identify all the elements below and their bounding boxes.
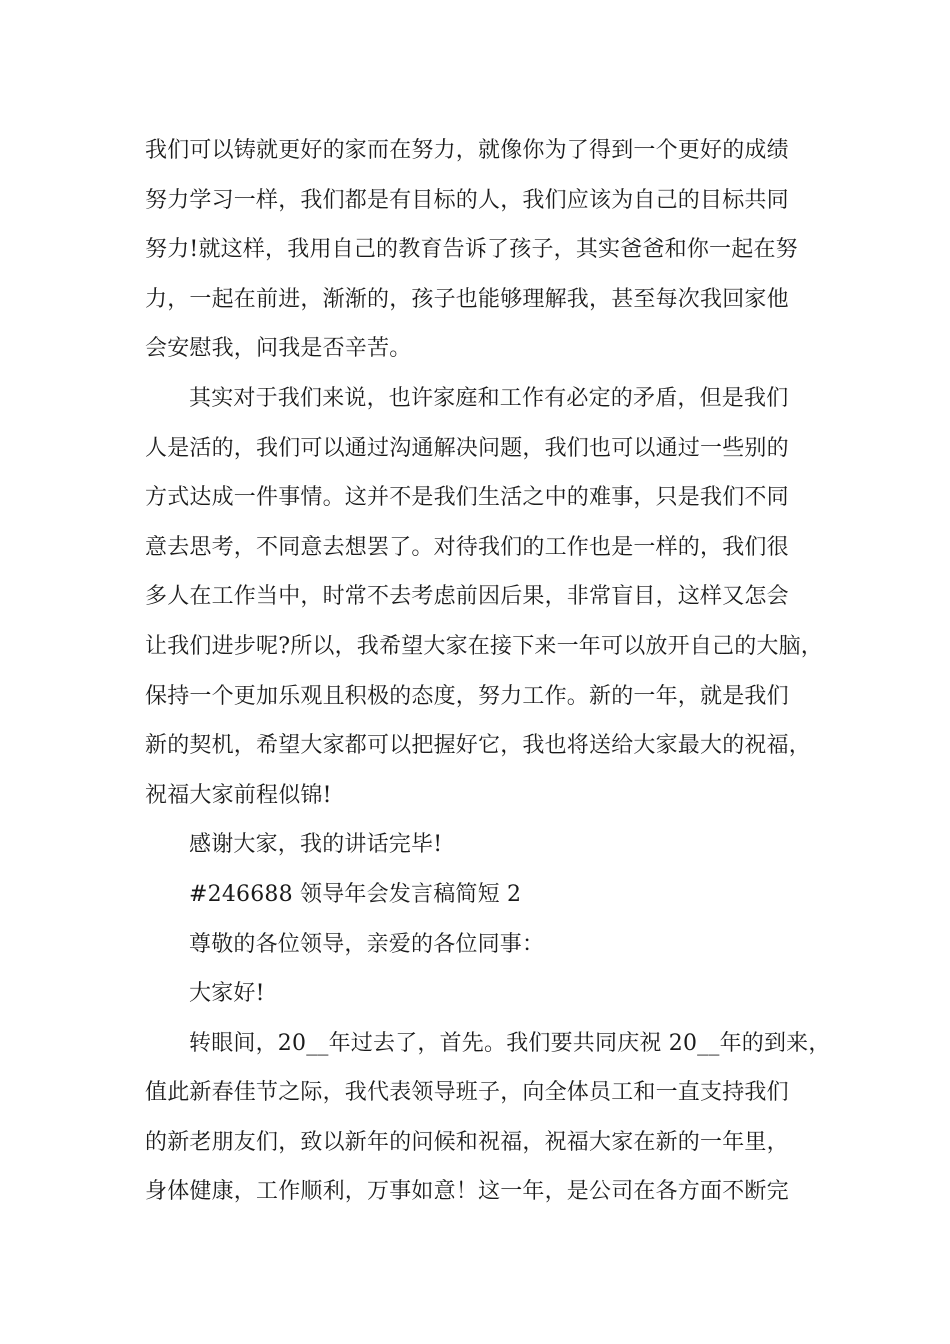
text-line: 人是活的，我们可以通过沟通解决问题，我们也可以通过一些别的 bbox=[145, 435, 789, 461]
text-line: 转眼间，20__年过去了，首先。我们要共同庆祝 20__年的到来， bbox=[189, 1030, 831, 1056]
text-line: 我们可以铸就更好的家而在努力，就像你为了得到一个更好的成绩 bbox=[145, 138, 789, 163]
document-body bbox=[145, 126, 835, 1217]
text-line: #246688 领导年会发言稿简短 2 bbox=[189, 881, 522, 907]
text-line: 会安慰我，问我是否辛苦。 bbox=[145, 336, 412, 362]
text-line: 其实对于我们来说，也许家庭和工作有必定的矛盾，但是我们 bbox=[189, 385, 789, 411]
text-line: 意去思考，不同意去想罢了。对待我们的工作也是一样的，我们很 bbox=[145, 534, 789, 560]
text-line: 祝福大家前程似锦! bbox=[145, 782, 332, 808]
text-line: 方式达成一件事情。这并不是我们生活之中的难事，只是我们不同 bbox=[145, 485, 789, 511]
text-line: 身体健康，工作顺利，万事如意！这一年，是公司在各方面不断完 bbox=[145, 1179, 789, 1205]
text-line: 感谢大家，我的讲话完毕! bbox=[189, 832, 443, 858]
text-line: 努力学习一样，我们都是有目标的人，我们应该为自己的目标共同 bbox=[145, 187, 789, 213]
text-line: 尊敬的各位领导，亲爱的各位同事： bbox=[189, 931, 545, 957]
text-line: 努力!就这样，我用自己的教育告诉了孩子，其实爸爸和你一起在努 bbox=[145, 237, 798, 263]
text-line: 的新老朋友们，致以新年的问候和祝福，祝福大家在新的一年里， bbox=[145, 1129, 789, 1155]
text-line: 多人在工作当中，时常不去考虑前因后果，非常盲目，这样又怎会 bbox=[145, 584, 789, 610]
text-line: 新的契机，希望大家都可以把握好它，我也将送给大家最大的祝福， bbox=[145, 733, 812, 759]
text-line: 力，一起在前进，渐渐的，孩子也能够理解我，甚至每次我回家他 bbox=[145, 286, 789, 312]
text-line: 大家好! bbox=[189, 981, 265, 1007]
text-line: 保持一个更加乐观且积极的态度，努力工作。新的一年，就是我们 bbox=[145, 683, 789, 709]
text-line: 让我们进步呢?所以，我希望大家在接下来一年可以放开自己的大脑， bbox=[145, 633, 823, 659]
text-line: 值此新春佳节之际，我代表领导班子，向全体员工和一直支持我们 bbox=[145, 1080, 789, 1106]
